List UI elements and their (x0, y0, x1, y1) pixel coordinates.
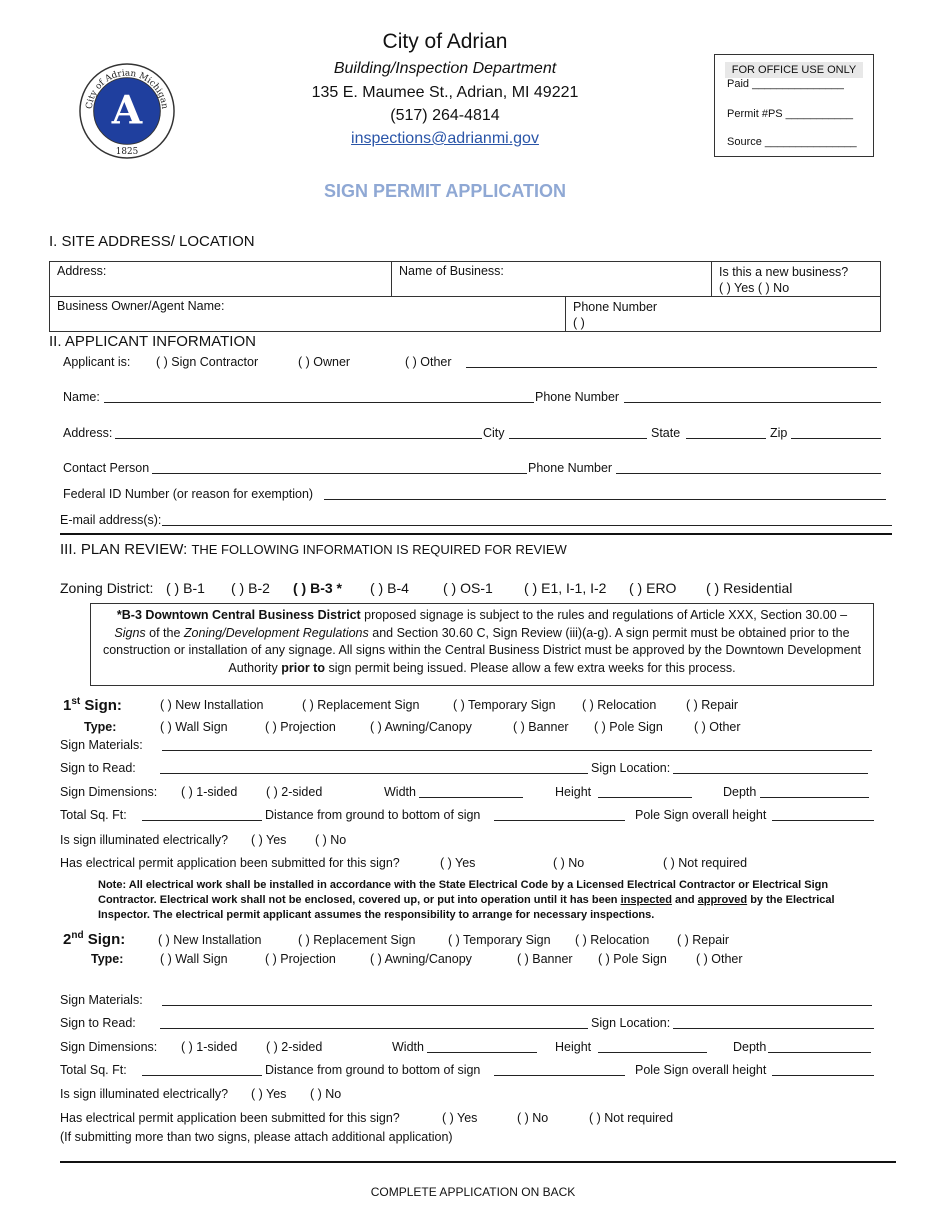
sign-1-pole-height-input[interactable] (772, 809, 874, 821)
site-phone-label: Phone Number (573, 300, 658, 314)
sign-1-illuminated-no[interactable]: ( ) No (315, 833, 347, 847)
sign-2-pole-height-input[interactable] (772, 1064, 874, 1076)
sign-1-distance-input[interactable] (494, 809, 625, 821)
sign-1-projection-option[interactable]: ( ) Projection (265, 720, 336, 734)
sign-2-location-input[interactable] (673, 1017, 874, 1029)
sign-1-electrical-not-required[interactable]: ( ) Not required (663, 856, 748, 870)
applicant-zip-label: Zip (770, 426, 788, 440)
sign-1-pole-height-label: Pole Sign overall height (635, 808, 767, 822)
sign-1-new-installation-option[interactable]: ( ) New Installation (160, 698, 264, 712)
sign-2-pole-option[interactable]: ( ) Pole Sign (598, 952, 667, 966)
sign-2-type-label: Type: (91, 952, 124, 966)
zoning-district-label: Zoning District: (60, 580, 154, 596)
site-address-field[interactable] (50, 262, 392, 297)
contact-phone-label: Phone Number (528, 461, 613, 475)
b3-notice-heading: *B-3 Downtown Central Business District (116, 608, 361, 622)
applicant-other-option[interactable]: ( ) Other (405, 355, 452, 369)
site-phone-field[interactable] (566, 297, 880, 331)
sign-1-banner-option[interactable]: ( ) Banner (513, 720, 569, 734)
zoning-ero-option[interactable]: ( ) ERO (629, 580, 677, 596)
owner-agent-field[interactable] (50, 297, 566, 331)
city-seal (78, 62, 176, 160)
applicant-phone-input[interactable] (624, 391, 881, 403)
sign-1-wall-option[interactable]: ( ) Wall Sign (160, 720, 228, 734)
sign-2-width-input[interactable] (427, 1041, 537, 1053)
b3-notice-text-2: of the (145, 625, 184, 640)
sign-1-width-input[interactable] (419, 786, 523, 798)
sign-2-pole-height-label: Pole Sign overall height (635, 1063, 767, 1077)
zoning-e1-option[interactable]: ( ) E1, I-1, I-2 (524, 580, 607, 596)
section-2-title: II. APPLICANT INFORMATION (49, 333, 256, 350)
section-3-title-sub: THE FOLLOWING INFORMATION IS REQUIRED FOR REVIEW (191, 542, 567, 557)
b3-notice-text-4: sign permit being issued. Please allow a few extra weeks for this process. (324, 660, 736, 675)
additional-signs-note: (If submitting more than two signs, please attach additional application) (60, 1130, 453, 1144)
electrical-note-tail: by the Electrical Inspector. The electrical permit applicant assumes the responsibility to arrange for necessary inspections. (98, 894, 835, 921)
applicant-city-input[interactable] (509, 427, 647, 439)
zoning-b4-option[interactable]: ( ) B-4 (370, 580, 409, 596)
sign-2-depth-label: Depth (733, 1040, 767, 1054)
sign-1-relocation-option[interactable]: ( ) Relocation (582, 698, 657, 712)
sign-2-illuminated-no[interactable]: ( ) No (310, 1087, 342, 1101)
sign-1-materials-input[interactable] (162, 739, 872, 751)
sign-2-wall-option[interactable]: ( ) Wall Sign (160, 952, 228, 966)
footer-note: COMPLETE APPLICATION ON BACK (370, 1185, 576, 1199)
sign-2-electrical-yes[interactable]: ( ) Yes (442, 1111, 478, 1125)
office-use-box (714, 54, 874, 157)
sign-1-illuminated-label: Is sign illuminated electrically? (60, 833, 229, 847)
applicant-city-label: City (483, 426, 505, 440)
sign-1-pole-option[interactable]: ( ) Pole Sign (594, 720, 663, 734)
site-address-label: Address: (57, 264, 107, 278)
city-name: City of Adrian (382, 30, 508, 53)
applicant-other-line[interactable] (466, 356, 877, 368)
b3-notice-regulations: Zoning/Development Regulations (183, 625, 369, 640)
sign-2-new-installation-option[interactable]: ( ) New Installation (158, 933, 262, 947)
sign-2-to-read-input[interactable] (160, 1017, 588, 1029)
applicant-address-input[interactable] (115, 427, 482, 439)
applicant-state-label: State (651, 426, 681, 440)
section-3-title-main: III. PLAN REVIEW: (60, 541, 188, 558)
b3-district-notice (90, 603, 874, 686)
sign-1-location-label: Sign Location: (591, 761, 671, 775)
sign-1-heading: 1st Sign: (63, 696, 122, 714)
sign-1-electrical-label: Has electrical permit application been submitted for this sign? (60, 856, 400, 870)
sign-1-one-sided-option[interactable]: ( ) 1-sided (181, 785, 238, 799)
sign-1-width-label: Width (384, 785, 416, 799)
sign-1-electrical-yes[interactable]: ( ) Yes (440, 856, 476, 870)
email-address-label: E-mail address(s): (60, 513, 162, 527)
sign-2-relocation-option[interactable]: ( ) Relocation (575, 933, 650, 947)
sign-1-depth-label: Depth (723, 785, 757, 799)
sign-1-other-option[interactable]: ( ) Other (694, 720, 741, 734)
sign-2-illuminated-yes[interactable]: ( ) Yes (251, 1087, 287, 1101)
sign-1-type-label: Type: (84, 720, 117, 734)
sign-2-width-label: Width (392, 1040, 424, 1054)
sign-1-to-read-input[interactable] (160, 762, 588, 774)
section-3-title (60, 541, 567, 558)
section-1-title: I. SITE ADDRESS/ LOCATION (49, 233, 255, 250)
sign-2-to-read-label: Sign to Read: (60, 1016, 136, 1030)
sign-2-projection-option[interactable]: ( ) Projection (265, 952, 336, 966)
department-phone: (517) 264-4814 (390, 107, 500, 124)
seal-ring-text: City of Adrian Michigan (84, 68, 170, 110)
zoning-residential-option[interactable]: ( ) Residential (706, 580, 793, 596)
electrical-note-approved: approved (697, 894, 748, 906)
applicant-zip-input[interactable] (791, 427, 881, 439)
inspections-email-link[interactable]: inspections@adrianmi.gov (351, 130, 539, 147)
owner-agent-label: Business Owner/Agent Name: (57, 299, 225, 313)
new-business-options[interactable]: ( ) Yes ( ) No (719, 281, 790, 295)
sign-1-depth-input[interactable] (760, 786, 869, 798)
sign-2-distance-input[interactable] (494, 1064, 625, 1076)
sign-2-electrical-not-required[interactable]: ( ) Not required (589, 1111, 674, 1125)
b3-notice-text-3: and Section 30.60 C, Sign Review (iii)(a-g). A sign permit must be obtained prior to the construction or installation of any signage. All signs within the Central Business District must be approved by the Downtown Development Authority (102, 625, 862, 675)
applicant-owner-option[interactable]: ( ) Owner (298, 355, 351, 369)
sign-1-location-input[interactable] (673, 762, 868, 774)
b3-notice-signs: Signs (114, 625, 146, 640)
sign-1-electrical-no[interactable]: ( ) No (553, 856, 585, 870)
seal-letter: A (111, 87, 143, 134)
department-name: Building/Inspection Department (333, 60, 557, 77)
sign-2-dimensions-label: Sign Dimensions: (60, 1040, 158, 1054)
sign-1-height-label: Height (555, 785, 592, 799)
office-paid-field: Paid _______________ (727, 78, 844, 90)
new-business-label: Is this a new business? (719, 265, 849, 279)
applicant-state-input[interactable] (686, 427, 766, 439)
sign-2-replacement-option[interactable]: ( ) Replacement Sign (298, 933, 416, 947)
sign-1-repair-option[interactable]: ( ) Repair (686, 698, 739, 712)
sign-2-one-sided-option[interactable]: ( ) 1-sided (181, 1040, 238, 1054)
sign-2-two-sided-option[interactable]: ( ) 2-sided (266, 1040, 323, 1054)
sign-2-height-input[interactable] (598, 1041, 707, 1053)
applicant-name-input[interactable] (104, 391, 534, 403)
contact-person-label: Contact Person (63, 461, 150, 475)
sign-1-replacement-option[interactable]: ( ) Replacement Sign (302, 698, 420, 712)
sign-2-repair-option[interactable]: ( ) Repair (677, 933, 730, 947)
site-address-table (49, 261, 881, 332)
electrical-work-note (98, 878, 838, 923)
zoning-b1-option[interactable]: ( ) B-1 (166, 580, 205, 596)
sign-2-height-label: Height (555, 1040, 592, 1054)
electrical-note-inspected: inspected (620, 894, 672, 906)
seal-year: 1825 (115, 147, 139, 158)
sign-1-two-sided-option[interactable]: ( ) 2-sided (266, 785, 323, 799)
zoning-b3-option[interactable]: ( ) B-3 * (293, 580, 342, 596)
contact-phone-input[interactable] (616, 462, 881, 474)
sign-2-materials-label: Sign Materials: (60, 993, 143, 1007)
zoning-os1-option[interactable]: ( ) OS-1 (443, 580, 493, 596)
federal-id-label: Federal ID Number (or reason for exemption) (63, 487, 314, 501)
sign-2-depth-input[interactable] (768, 1041, 871, 1053)
sign-1-sqft-input[interactable] (142, 809, 262, 821)
new-business-field (712, 262, 880, 297)
b3-notice-text-1: proposed signage is subject to the rules and regulations of Article XXX, Section 30.00 – (360, 608, 848, 622)
sign-1-illuminated-yes[interactable]: ( ) Yes (251, 833, 287, 847)
footer-divider (60, 1161, 896, 1163)
sign-1-temporary-option[interactable]: ( ) Temporary Sign (453, 698, 556, 712)
sign-2-location-label: Sign Location: (591, 1016, 671, 1030)
sign-2-electrical-label: Has electrical permit application been submitted for this sign? (60, 1111, 400, 1125)
sign-2-illuminated-label: Is sign illuminated electrically? (60, 1087, 229, 1101)
email-address-input[interactable] (162, 514, 892, 526)
applicant-name-label: Name: (63, 390, 100, 404)
sign-1-materials-label: Sign Materials: (60, 738, 143, 752)
applicant-contractor-option[interactable]: ( ) Sign Contractor (156, 355, 259, 369)
department-address: 135 E. Maumee St., Adrian, MI 49221 (311, 84, 579, 101)
contact-person-input[interactable] (152, 462, 527, 474)
sign-1-sqft-label: Total Sq. Ft: (60, 808, 127, 822)
electrical-note-and: and (671, 894, 698, 906)
form-title: SIGN PERMIT APPLICATION (323, 181, 566, 201)
office-permit-field: Permit #PS ___________ (727, 108, 853, 120)
sign-2-heading: 2nd Sign: (63, 930, 126, 948)
sign-1-to-read-label: Sign to Read: (60, 761, 136, 775)
sign-2-materials-input[interactable] (162, 994, 872, 1006)
business-name-label: Name of Business: (399, 264, 504, 278)
sign-2-electrical-no[interactable]: ( ) No (517, 1111, 549, 1125)
zoning-b2-option[interactable]: ( ) B-2 (231, 580, 270, 596)
section-divider (60, 533, 892, 535)
applicant-is-label: Applicant is: (63, 355, 131, 369)
sign-2-distance-label: Distance from ground to bottom of sign (265, 1063, 481, 1077)
sign-1-awning-option[interactable]: ( ) Awning/Canopy (370, 720, 472, 734)
applicant-address-label: Address: (63, 426, 113, 440)
applicant-phone-label: Phone Number (535, 390, 620, 404)
sign-1-height-input[interactable] (598, 786, 692, 798)
sign-2-banner-option[interactable]: ( ) Banner (517, 952, 573, 966)
sign-2-temporary-option[interactable]: ( ) Temporary Sign (448, 933, 551, 947)
business-name-field[interactable] (392, 262, 712, 297)
office-use-title: FOR OFFICE USE ONLY (725, 62, 863, 78)
sign-1-dimensions-label: Sign Dimensions: (60, 785, 158, 799)
site-phone-value: ( ) (573, 316, 585, 330)
sign-2-sqft-label: Total Sq. Ft: (60, 1063, 127, 1077)
sign-2-sqft-input[interactable] (142, 1064, 262, 1076)
sign-2-awning-option[interactable]: ( ) Awning/Canopy (370, 952, 472, 966)
electrical-note-lead: Note: All electrical work shall be installed in accordance with the State Electrical Code by a Licensed Electrical Contractor or Electrical Sign Contractor. Electrical work shall not be enclosed, covered up, or put into operation until it has been (98, 879, 829, 906)
office-source-field: Source _______________ (727, 136, 857, 148)
sign-1-distance-label: Distance from ground to bottom of sign (265, 808, 481, 822)
b3-notice-prior-to: prior to (281, 660, 325, 675)
sign-2-other-option[interactable]: ( ) Other (696, 952, 743, 966)
federal-id-input[interactable] (324, 488, 886, 500)
